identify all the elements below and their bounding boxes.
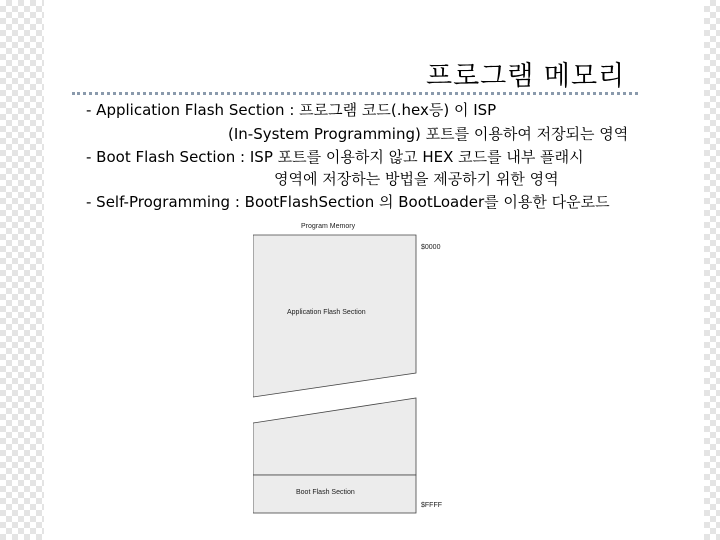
end-address-label: $FFFF <box>421 502 442 509</box>
body-line-3: - Boot Flash Section : ISP 포트를 이용하지 않고 HEX 코드를 내부 플래시 <box>86 148 584 166</box>
page-title: 프로그램 메모리 <box>426 61 626 92</box>
body-line-4: 영역에 저장하는 방법을 제공하기 위한 영역 <box>274 170 559 188</box>
title-divider <box>72 92 638 95</box>
body-line-1: - Application Flash Section : 프로그램 코드(.hex등) 이 ISP <box>86 101 497 119</box>
diagram-header: Program Memory <box>301 223 356 230</box>
boot-section-label: Boot Flash Section <box>296 489 355 496</box>
application-flash-section-block <box>253 235 416 397</box>
application-section-label: Application Flash Section <box>287 309 366 316</box>
right-checker-pattern <box>704 0 720 540</box>
start-address-label: $0000 <box>421 244 441 251</box>
program-memory-svg <box>253 217 460 517</box>
left-checker-pattern <box>0 0 44 540</box>
program-memory-diagram <box>253 217 460 517</box>
body-line-5: - Self-Programming : BootFlashSection 의 BootLoader를 이용한 다운로드 <box>86 193 610 211</box>
body-line-2: (In-System Programming) 포트를 이용하여 저장되는 영역 <box>228 125 629 143</box>
